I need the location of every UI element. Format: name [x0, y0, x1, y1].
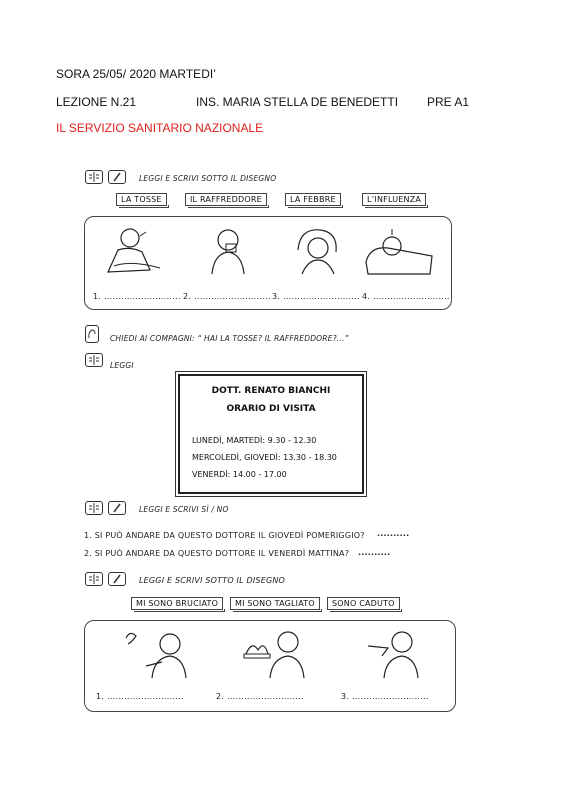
- doctor-name: DOTT. RENATO BIANCHI: [211, 386, 331, 396]
- exercise5-instruction: LEGGI E SCRIVI SOTTO IL DISEGNO: [139, 576, 286, 585]
- word-box-1: LA TOSSE: [116, 193, 167, 206]
- exercise3-instruction: LEGGI: [110, 361, 134, 370]
- cut-illustration: [238, 626, 313, 681]
- word-box-2: IL RAFFREDDORE: [185, 193, 267, 206]
- question-1: 1. SI PUÒ ANDARE DA QUESTO DOTTORE IL GIOVEDÌ POMERIGGIO?: [84, 531, 365, 540]
- answer-line-4[interactable]: 4. ...........................: [362, 292, 450, 301]
- word-box-3: LA FEBBRE: [285, 193, 341, 206]
- doctor-schedule-card: [178, 374, 364, 494]
- book-icon: [85, 353, 103, 367]
- fever-illustration: [288, 222, 348, 277]
- cough-illustration: [100, 222, 170, 277]
- exercise2-instruction: CHIEDI AI COMPAGNI: “ HAI LA TOSSE? IL RAFFREDDORE?...”: [110, 334, 349, 343]
- book-icon: [85, 170, 103, 184]
- fall-illustration: [362, 626, 427, 681]
- book-icon: [85, 501, 103, 515]
- word-box-burned: MI SONO BRUCIATO: [131, 597, 223, 610]
- exercise1-instruction: LEGGI E SCRIVI SOTTO IL DISEGNO: [139, 174, 277, 183]
- page-title: IL SERVIZIO SANITARIO NAZIONALE: [56, 121, 264, 135]
- cold-illustration: [198, 222, 258, 277]
- header-teacher: INS. MARIA STELLA DE BENEDETTI: [196, 95, 399, 109]
- answer-blank-2[interactable]: ..........: [358, 548, 391, 557]
- answer-line-3[interactable]: 3. ...........................: [272, 292, 360, 301]
- answer-line-2[interactable]: 2. ...........................: [183, 292, 271, 301]
- answer-blank-1[interactable]: ..........: [377, 529, 410, 538]
- schedule-row-3: VENERDÌ: 14.00 - 17.00: [192, 470, 287, 479]
- word-box-fell: SONO CADUTO: [327, 597, 400, 610]
- book-icon: [85, 572, 103, 586]
- speech-icon: [85, 325, 99, 343]
- flu-illustration: [362, 222, 437, 277]
- pencil-icon: [108, 572, 126, 586]
- pencil-icon: [108, 170, 126, 184]
- exercise4-instruction: LEGGI E SCRIVI SÌ / NO: [139, 505, 229, 514]
- header-lesson: LEZIONE N.21: [56, 95, 137, 109]
- pencil-icon: [108, 501, 126, 515]
- answer-line-1[interactable]: 1. ...........................: [93, 292, 181, 301]
- header-date: SORA 25/05/ 2020 MARTEDI’: [56, 67, 216, 81]
- question-2: 2. SI PUÒ ANDARE DA QUESTO DOTTORE IL VENERDÌ MATTINA?: [84, 549, 350, 558]
- burn-illustration: [112, 626, 192, 681]
- answer-line-fell[interactable]: 3. ...........................: [341, 692, 429, 701]
- schedule-row-2: MERCOLEDÌ, GIOVEDÌ: 13.30 - 18.30: [192, 453, 337, 462]
- schedule-title: ORARIO DI VISITA: [226, 404, 316, 414]
- header-level: PRE A1: [427, 95, 470, 109]
- answer-line-burned[interactable]: 1. ...........................: [96, 692, 184, 701]
- word-box-cut: MI SONO TAGLIATO: [230, 597, 320, 610]
- schedule-row-1: LUNEDÌ, MARTEDÌ: 9.30 - 12.30: [192, 436, 317, 445]
- answer-line-cut[interactable]: 2. ...........................: [216, 692, 304, 701]
- word-box-4: L’INFLUENZA: [362, 193, 426, 206]
